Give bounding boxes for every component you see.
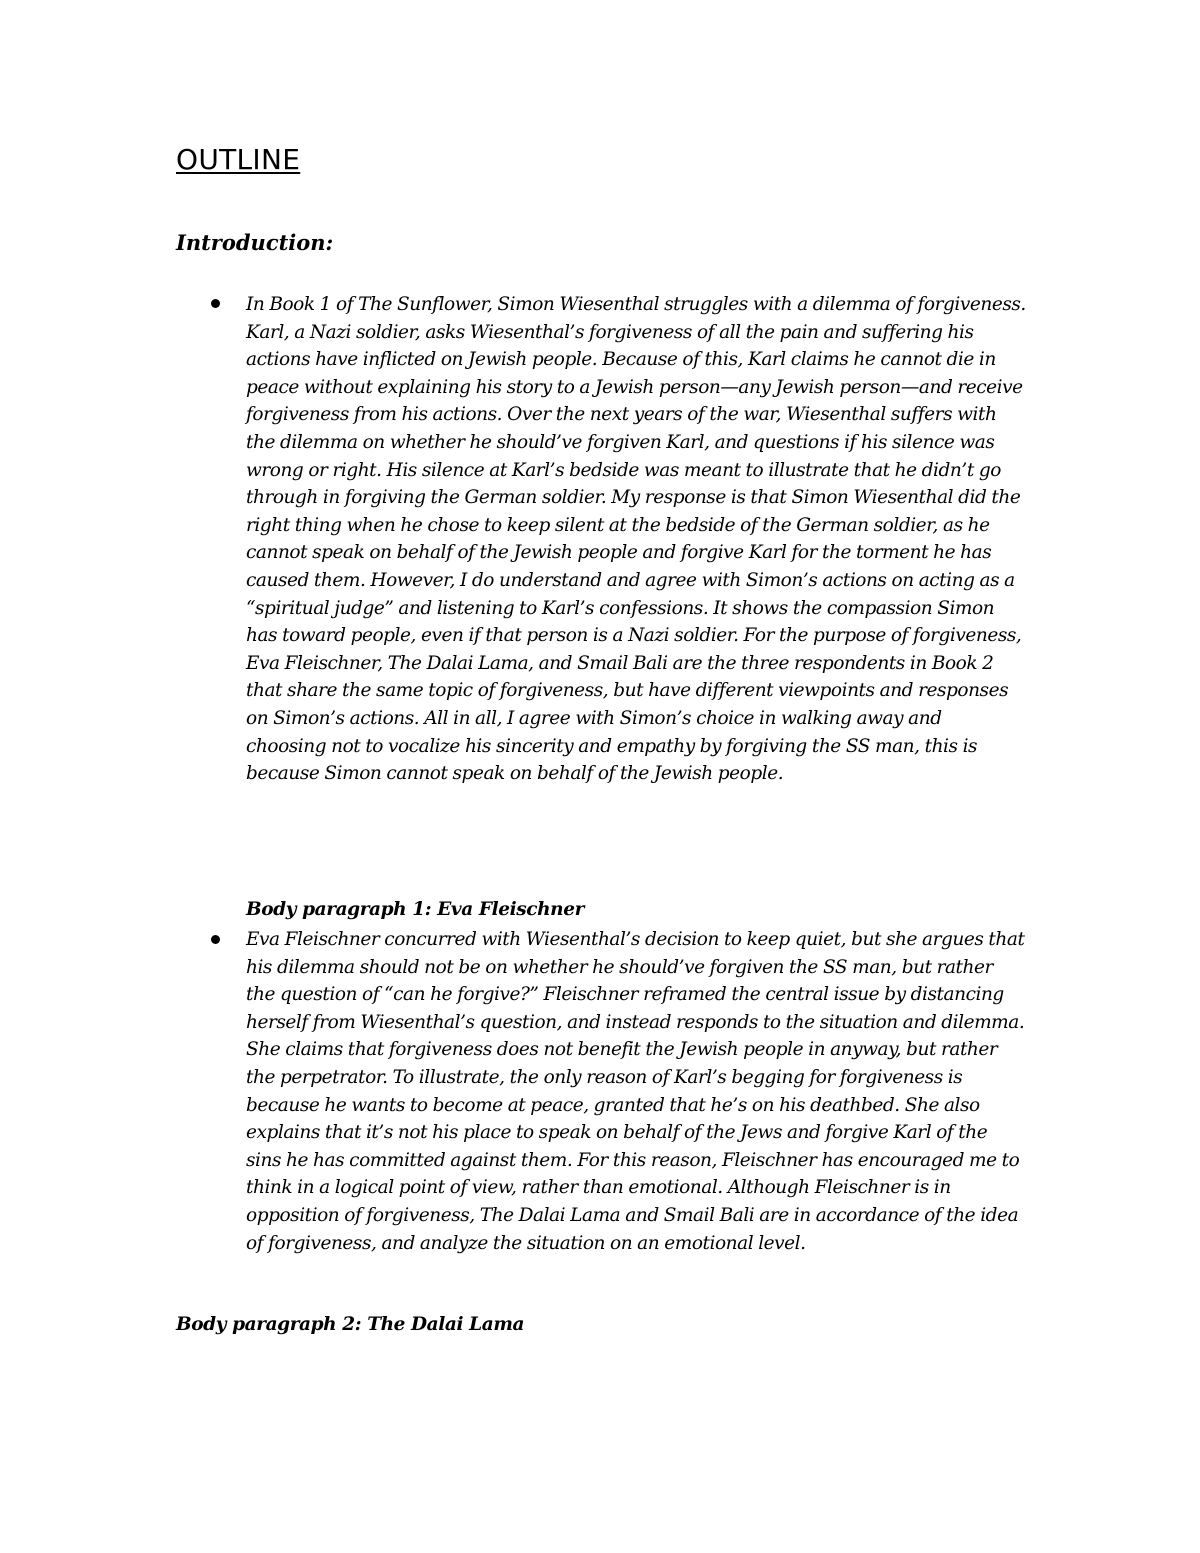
introduction-heading: Introduction: xyxy=(176,230,334,255)
body-paragraph-1-bullet-text: Eva Fleischner concurred with Wiesenthal’s decision to keep quiet, but she argues that his dilemma should not be on whether he should’ve forgiven the SS man, but rather the question of “can he forgive?” Fleischner reframed the central issue by distancing herself from Wiesenthal’s question, and instead responds to the situation and dilemma. She claims that forgiveness does not benefit the Jewish people in anyway, but rather the perpetrator. To illustrate, the only reason of Karl’s begging for forgiveness is because he wants to become at peace, granted that he’s on his deathbed. She also explains that it’s not his place to speak on behalf of the Jews and forgive Karl of the sins he has committed against them. For this reason, Fleischner has encouraged me to think in a logical point of view, rather than emotional. Although Fleischner is in opposition of forgiveness, The Dalai Lama and Smail Bali are in accordance of the idea of forgiveness, and analyze the situation on an emotional level. xyxy=(246,929,1025,1254)
body-paragraph-1-heading: Body paragraph 1: Eva Fleischner xyxy=(246,899,584,920)
body-paragraph-2-heading: Body paragraph 2: The Dalai Lama xyxy=(176,1314,525,1335)
bullet-icon xyxy=(211,935,220,944)
introduction-bullet-text: In Book 1 of The Sunflower, Simon Wiesenthal struggles with a dilemma of forgiveness. Karl, a Nazi soldier, asks Wiesenthal’s forgiveness of all the pain and suffering his actions have inflicted on Jewish people. Because of this, Karl claims he cannot die in peace without explaining his story to a Jewish person—any Jewish person—and receive forgiveness from his actions. Over the next years of the war, Wiesenthal suffers with the dilemma on whether he should’ve forgiven Karl, and questions if his silence was wrong or right. His silence at Karl’s bedside was meant to illustrate that he didn’t go through in forgiving the German soldier. My response is that Simon Wiesenthal did the right thing when he chose to keep silent at the bedside of the German soldier, as he cannot speak on behalf of the Jewish people and forgive Karl for the torment he has caused them. However, I do understand and agree with Simon’s actions on acting as a “spiritual judge” and listening to Karl’s confessions. It shows the compassion Simon has toward people, even if that person is a Nazi soldier. For the purpose of forgiveness, Eva Fleischner, The Dalai Lama, and Smail Bali are the three respondents in Book 2 that share the same topic of forgiveness, but have different viewpoints and responses on Simon’s actions. All in all, I agree with Simon’s choice in walking away and choosing not to vocalize his sincerity and empathy by forgiving the SS man, this is because Simon cannot speak on behalf of the Jewish people. xyxy=(246,294,1026,785)
document-title: OUTLINE xyxy=(176,143,301,176)
bullet-icon xyxy=(211,299,220,308)
